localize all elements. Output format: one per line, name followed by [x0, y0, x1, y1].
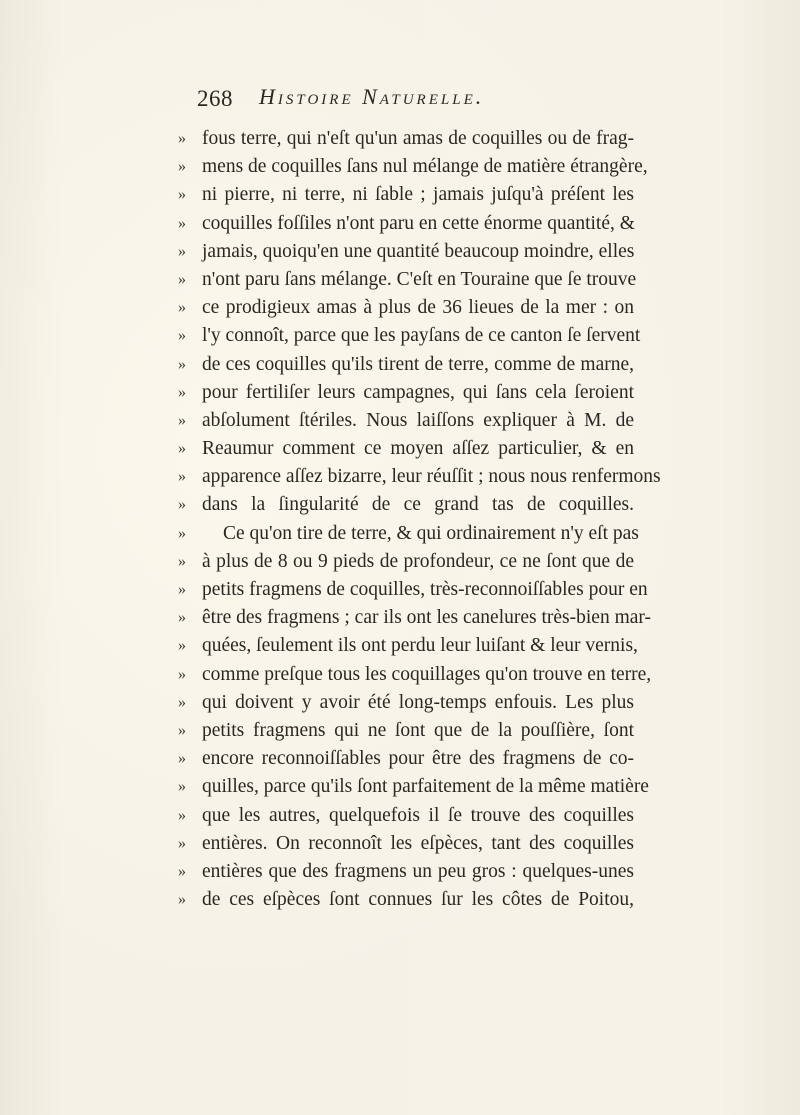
quotation-mark: » [178, 130, 186, 147]
line-text: ce prodigieux amas à plus de 36 lieues de la mer : on [202, 297, 634, 319]
line-text: mens de coquilles ſans nul mélange de matière étrangère, [202, 156, 648, 178]
quotation-mark: » [178, 186, 186, 204]
quotation-mark: » [178, 411, 186, 429]
line-text: pour fertiliſer leurs campagnes, qui ſans cela ſeroient [202, 381, 634, 403]
text-line [178, 181, 638, 209]
quotation-mark: » [178, 891, 186, 909]
text-line [178, 266, 638, 294]
quotation-mark: » [178, 327, 186, 345]
quotation-mark: » [178, 383, 186, 401]
line-text: l'y connoît, parce que les payſans de ce canton ſe ſervent [202, 325, 641, 347]
body-text [178, 125, 661, 914]
quotation-mark: » [178, 496, 186, 514]
text-line [178, 435, 638, 463]
line-text: n'ont paru ſans mélange. C'eſt en Touraine que ſe trouve [202, 268, 637, 290]
quotation-mark: » [178, 750, 186, 768]
text-line [178, 210, 638, 238]
line-text: à plus de 8 ou 9 pieds de profondeur, ce ne ſont que de [202, 550, 634, 572]
text-line [178, 520, 638, 548]
quotation-mark: » [178, 581, 186, 598]
text-line [178, 576, 648, 604]
text-line [178, 125, 638, 153]
line-text: de ces coquilles qu'ils tirent de terre, comme de marne, [202, 353, 634, 375]
text-line [178, 351, 638, 379]
text-line [178, 745, 638, 773]
text-line [178, 886, 638, 914]
quotation-mark: » [178, 552, 186, 570]
quotation-mark: » [178, 524, 186, 542]
quotation-mark: » [178, 778, 186, 796]
text-line [178, 632, 638, 660]
text-line [178, 689, 638, 717]
page-header [197, 80, 637, 120]
line-text: de ces eſpèces ſont connues ſur les côtes de Poitou, [202, 889, 634, 911]
line-text: petits fragmens de coquilles, très-reconnoiſſables pour en [202, 579, 648, 600]
line-text: Ce qu'on tire de terre, & qui ordinairement n'y eſt pas [223, 522, 639, 544]
page-number: 268 [197, 86, 233, 111]
text-line [178, 830, 638, 858]
quotation-mark: » [178, 270, 186, 288]
line-text: être des fragmens ; car ils ont les canelures très-bien mar- [202, 607, 652, 629]
quotation-mark: » [178, 214, 186, 232]
line-text: abſolument ſtériles. Nous laiſſons expliquer à M. de [202, 409, 634, 431]
text-line [178, 802, 638, 830]
text-line [178, 604, 652, 632]
quotation-mark: » [178, 299, 186, 317]
line-text: jamais, quoiqu'en une quantité beaucoup moindre, elles [202, 240, 635, 262]
line-text: quilles, parce qu'ils ſont parfaitement de la même matière [202, 776, 649, 798]
quotation-mark: » [178, 440, 186, 458]
line-text: coquilles foſſiles n'ont paru en cette énorme quantité, & [202, 212, 635, 234]
line-text: qui doivent y avoir été long-temps enfouis. Les plus [202, 691, 634, 713]
line-text: encore reconnoiſſables pour être des fragmens de co- [202, 748, 634, 770]
text-line [178, 463, 661, 491]
text-line [178, 153, 648, 181]
text-line [178, 548, 638, 576]
text-line [178, 858, 638, 886]
quotation-mark: » [178, 806, 186, 824]
text-line [178, 379, 638, 407]
line-text: apparence aſſez bizarre, leur réuſſit ; nous nous renfermons [202, 466, 661, 488]
text-line [178, 491, 638, 519]
quotation-mark: » [178, 242, 186, 260]
line-text: ni pierre, ni terre, ni ſable ; jamais juſqu'à préſent les [202, 184, 634, 206]
text-line [178, 322, 641, 350]
text-line [178, 407, 638, 435]
line-text: fous terre, qui n'eſt qu'un amas de coquilles ou de frag- [202, 128, 634, 149]
quotation-mark: » [178, 693, 186, 711]
text-line [178, 773, 649, 801]
quotation-mark: » [178, 665, 186, 683]
line-text: que les autres, quelquefois il ſe trouve des coquilles [202, 804, 634, 826]
quotation-mark: » [178, 158, 186, 176]
line-text: entières que des fragmens un peu gros : quelques-unes [202, 860, 634, 882]
line-text: comme preſque tous les coquillages qu'on trouve en terre, [202, 663, 652, 685]
text-line [178, 661, 652, 689]
text-line [178, 294, 638, 322]
quotation-mark: » [178, 637, 186, 655]
quotation-mark: » [178, 609, 186, 627]
quotation-mark: » [178, 468, 186, 486]
line-text: petits fragmens qui ne ſont que de la pouſſière, ſont [202, 719, 634, 741]
line-text: entières. On reconnoît les eſpèces, tant des coquilles [202, 832, 634, 854]
line-text: quées, ſeulement ils ont perdu leur luiſant & leur vernis, [202, 635, 638, 657]
line-text: dans la ſingularité de ce grand tas de coquilles. [202, 494, 634, 516]
quotation-mark: » [178, 355, 186, 373]
quotation-mark: » [178, 862, 186, 880]
running-title: Histoire Naturelle. [259, 84, 485, 109]
quotation-mark: » [178, 834, 186, 852]
text-line [178, 717, 638, 745]
line-text: Reaumur comment ce moyen aſſez particulier, & en [202, 438, 634, 460]
quotation-mark: » [178, 721, 186, 739]
text-line [178, 238, 638, 266]
